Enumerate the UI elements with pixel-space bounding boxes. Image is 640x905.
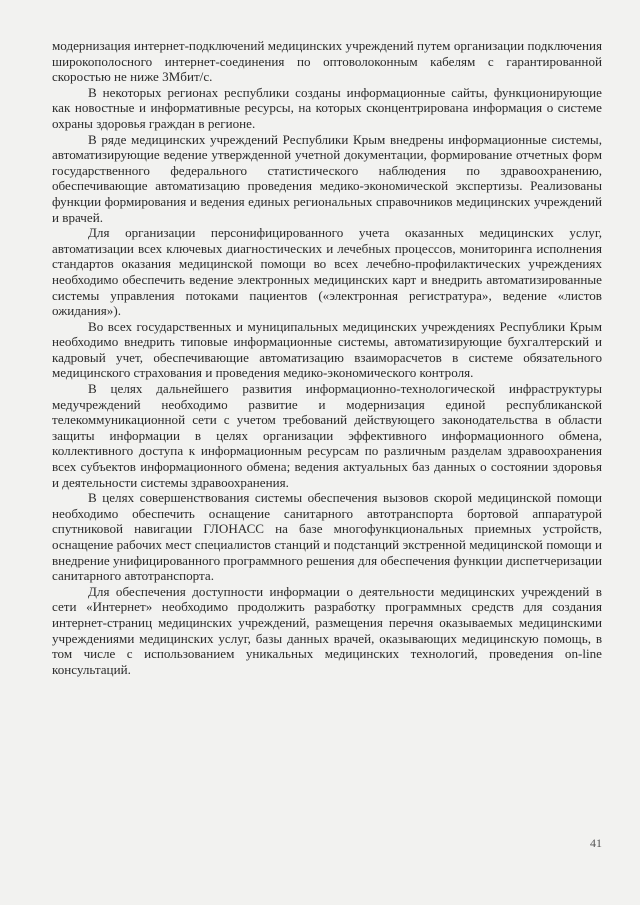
paragraph-internet-availability: Для обеспечения доступности информации о деятельности медицинских учреждений в сети «Интернет» необходимо продолжить разработку программных средств для создания интернет-страниц медицинских учреждений, размещения перечня оказываемых медицинскими учреждениями медицинских услуг, базы данных врачей, оказывающих медицинскую помощь, в том числе с использованием уникальных медицинских технологий, проведения on-line консультаций.	[52, 583, 602, 677]
document-body	[52, 38, 602, 677]
page-number: 41	[590, 836, 602, 850]
paragraph-emergency-care: В целях совершенствования системы обеспечения вызовов скорой медицинской помощи необходимо обеспечить оснащение санитарного автотранспорта бортовой аппаратурой спутниковой навигации ГЛОНАСС на базе многофункциональных приемных устройств, оснащение рабочих мест специалистов станций и подстанций экстренной медицинской помощи и внедрение унифицированного программного решения для обеспечения функции диспетчеризации санитарного автотранспорта.	[52, 490, 602, 584]
paragraph-personalized-accounting: Для организации персонифицированного учета оказанных медицинских услуг, автоматизации всех ключевых диагностических и лечебных процессов, мониторинга исполнения стандартов оказания медицинской помощи во всех лечебно-профилактических учреждениях необходимо обеспечить ведение электронных медицинских карт и внедрить автоматизированные системы управления потоками пациентов («электронная регистратура», ведение «листов ожидания»).	[52, 225, 602, 319]
paragraph-regional-sites: В некоторых регионах республики созданы информационные сайты, функционирующие как новостные и информативные ресурсы, на которых сконцентрирована информация о системе охраны здоровья граждан в регионе.	[52, 84, 602, 131]
paragraph-typical-systems: Во всех государственных и муниципальных медицинских учреждениях Республики Крым необходимо внедрить типовые информационные системы, автоматизирующие бухгалтерский и кадровый учет, обеспечивающие автоматизацию взаиморасчетов в системе обязательного медицинского страхования и проведения медико-экономического контроля.	[52, 318, 602, 381]
paragraph-infrastructure: В целях дальнейшего развития информационно-технологической инфраструктуры медучреждений необходимо развитие и модернизация единой республиканской телекоммуникационной сети с учетом требований действующего законодательства в области защиты информации в целях организации эффективного информационного обмена, коллективного доступа к информационным ресурсам по различным разделам здравоохранения всех субъектов информационного обмена; ведения актуальных баз данных о состоянии здоровья и деятельности системы здравоохранения.	[52, 381, 602, 490]
paragraph-continuation: модернизация интернет-подключений медицинских учреждений путем организации подключения широкополосного интернет-соединения по оптоволоконным кабелям с гарантированной скоростью не ниже 3Мбит/с.	[52, 38, 602, 85]
paragraph-information-systems: В ряде медицинских учреждений Республики Крым внедрены информационные системы, автоматизирующие ведение утвержденной учетной документации, формирование отчетных форм государственного федерального статистического наблюдения по здравоохранению, обеспечивающие автоматизацию проведения медико-экономической экспертизы. Реализованы функции формирования и ведения единых региональных справочников медицинских учреждений и врачей.	[52, 131, 602, 225]
